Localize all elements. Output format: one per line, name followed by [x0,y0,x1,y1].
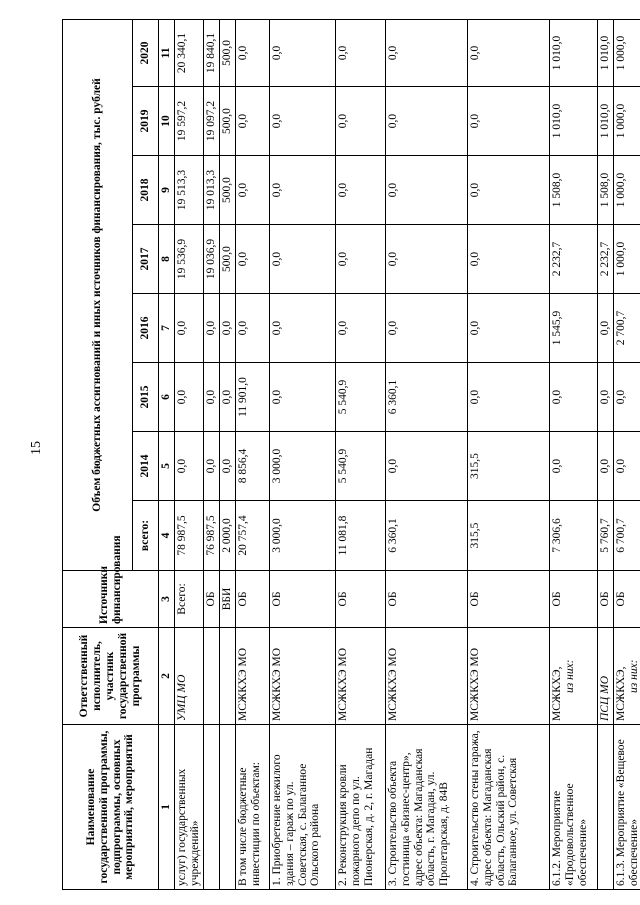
row-value: 0,0 [269,294,335,363]
header-year: 2014 [133,432,159,501]
row-value: 0,0 [597,432,613,501]
row-value: 0,0 [335,294,385,363]
row-name: 1. Приобретение нежилого здания – гараж по ул. Советская, с. Балаганное Ольского района [269,725,335,890]
row-source: ОБ [335,571,385,628]
column-index: 10 [159,87,175,156]
executor-label: МСЖКХЭ, [550,666,563,721]
row-executor [613,628,640,725]
row-value: 2 000,0 [219,501,235,571]
column-index: 2 [159,628,175,725]
row-value: 1 508,0 [549,156,597,225]
row-source: ОБ [467,571,549,628]
row-value: 19 097,2 [203,87,219,156]
header-year: всего: [133,501,159,571]
row-value: 0,0 [385,225,467,294]
row-value: 315,5 [467,501,549,571]
row-value: 20 340,1 [175,19,204,86]
header-funding: Объем бюджетных ассигнований и иных источников финансирования, тыс. рублей [63,19,133,570]
row-value: 0,0 [219,363,235,432]
row-source: ОБ [549,571,597,628]
row-value: 1 010,0 [597,87,613,156]
row-value: 6 700,7 [613,501,640,571]
row-source: ОБ [597,571,613,628]
executor-note: из них: [563,659,576,693]
row-value: 0,0 [549,432,597,501]
row-value: 1 000,0 [613,87,640,156]
header-year: 2020 [133,19,159,86]
table-row [613,19,640,889]
row-value: 0,0 [335,87,385,156]
row-executor [549,628,597,725]
row-name [597,725,613,890]
row-value: 0,0 [235,156,269,225]
row-value: 0,0 [549,363,597,432]
row-value: 0,0 [467,363,549,432]
header-year: 2017 [133,225,159,294]
table-row [175,19,204,889]
column-index: 9 [159,156,175,225]
executor-label: МСЖКХЭ МО [468,647,481,721]
executor-label: МСЖКХЭ, [614,666,627,721]
header-executor: Ответственный исполнитель, участник государственной программы [63,628,159,725]
row-value: 19 840,1 [203,19,219,86]
row-value: 0,0 [467,19,549,86]
row-value: 19 536,9 [175,225,204,294]
row-executor [385,628,467,725]
header-source: Источники финансирования [63,571,159,628]
row-value: 0,0 [235,19,269,86]
executor-note: из них: [627,659,640,693]
column-index: 1 [159,725,175,890]
row-value: 0,0 [385,432,467,501]
row-value: 6 360,1 [385,501,467,571]
table-row [549,19,597,889]
row-executor [235,628,269,725]
row-value: 315,5 [467,432,549,501]
row-name: 6.1.3. Мероприятие «Вещевое обеспечение» [613,725,640,890]
row-value: 6 360,1 [385,363,467,432]
row-value: 5 540,9 [335,363,385,432]
row-value: 0,0 [613,363,640,432]
row-name: 3. Строительство объекта гостиница «Бизнес-центр», адрес объекта: Магаданская область, г. Магадан, ул. Пролетарская, д. 84В [385,725,467,890]
row-value: 78 987,5 [175,501,204,571]
page-number: 15 [29,441,44,455]
row-value: 0,0 [385,87,467,156]
row-value: 0,0 [385,294,467,363]
row-value: 0,0 [203,432,219,501]
row-value: 500,0 [219,156,235,225]
table-body [175,19,640,889]
row-value: 0,0 [269,19,335,86]
budget-table-container [62,20,640,890]
executor-label: МСЖКХЭ МО [270,647,283,721]
row-value: 19 036,9 [203,225,219,294]
row-value: 1 010,0 [549,87,597,156]
column-index: 7 [159,294,175,363]
row-value: 0,0 [335,225,385,294]
row-executor [335,628,385,725]
row-value: 2 232,7 [549,225,597,294]
row-value: 76 987,5 [203,501,219,571]
row-executor [269,628,335,725]
row-value: 0,0 [597,294,613,363]
row-value: 0,0 [203,294,219,363]
row-value: 0,0 [269,225,335,294]
header-name: Наименование государственной программы, подпрограммы, основных мероприятий, мероприятий [63,725,159,890]
column-index: 6 [159,363,175,432]
column-index: 5 [159,432,175,501]
row-value: 500,0 [219,225,235,294]
row-value: 0,0 [613,432,640,501]
column-index: 4 [159,501,175,571]
row-value: 0,0 [219,432,235,501]
row-value: 1 010,0 [549,19,597,86]
row-source: ОБ [613,571,640,628]
row-value: 0,0 [235,87,269,156]
row-value: 7 306,6 [549,501,597,571]
row-name: В том числе бюджетные инвестиции по объектам: [235,725,269,890]
row-value: 0,0 [467,294,549,363]
row-executor [219,628,235,725]
row-value: 0,0 [235,225,269,294]
row-value: 0,0 [175,363,204,432]
table-row [219,19,235,889]
row-value: 1 000,0 [613,19,640,86]
row-value: 3 000,0 [269,432,335,501]
column-index: 8 [159,225,175,294]
row-value: 19 513,3 [175,156,204,225]
row-name: услуг) государственных учреждений» [175,725,204,890]
executor-label: УМЦ МО [176,674,188,721]
row-value: 1 508,0 [597,156,613,225]
row-executor [175,628,204,725]
row-executor [467,628,549,725]
table-row [335,19,385,889]
row-value: 500,0 [219,87,235,156]
row-value: 5 540,9 [335,432,385,501]
row-name: 4. Строительство стены гаража, адрес объекта: Магаданская область, Ольский район, с. Балаганное, ул. Советская [467,725,549,890]
row-value: 0,0 [269,156,335,225]
row-value: 0,0 [335,19,385,86]
row-value: 0,0 [385,19,467,86]
table-row [385,19,467,889]
row-value: 0,0 [235,294,269,363]
row-value: 1 545,9 [549,294,597,363]
row-value: 19 597,2 [175,87,204,156]
row-value: 0,0 [335,156,385,225]
table-row [235,19,269,889]
table-row [269,19,335,889]
row-value: 1 000,0 [613,156,640,225]
row-value: 2 700,7 [613,294,640,363]
row-source: ОБ [203,571,219,628]
row-executor [597,628,613,725]
row-value: 0,0 [269,363,335,432]
row-value: 0,0 [175,294,204,363]
row-executor [203,628,219,725]
row-value: 0,0 [203,363,219,432]
executor-label: МСЖКХЭ МО [236,647,249,721]
row-value: 19 013,3 [203,156,219,225]
column-index: 11 [159,19,175,86]
row-value: 0,0 [219,294,235,363]
row-name [203,725,219,890]
row-source: ВБИ [219,571,235,628]
row-value: 0,0 [467,225,549,294]
row-source: Всего: [175,571,204,628]
row-value: 8 856,4 [235,432,269,501]
executor-label: ПСЦ МО [598,675,611,721]
header-year: 2016 [133,294,159,363]
row-value: 20 757,4 [235,501,269,571]
row-value: 500,0 [219,19,235,86]
row-source: ОБ [235,571,269,628]
row-value: 0,0 [385,156,467,225]
row-value: 0,0 [467,156,549,225]
row-value: 2 232,7 [597,225,613,294]
table-row [597,19,613,889]
executor-label: МСЖКХЭ МО [386,647,399,721]
row-value: 11 901,0 [235,363,269,432]
executor-label: МСЖКХЭ МО [336,647,349,721]
row-name [219,725,235,890]
row-source: ОБ [269,571,335,628]
row-value: 5 760,7 [597,501,613,571]
row-value: 0,0 [269,87,335,156]
row-name: 2. Реконструкция кровли пожарного депо по ул. Пионерская, д. 2, г. Магадан [335,725,385,890]
table-row [203,19,219,889]
row-value: 1 010,0 [597,19,613,86]
row-value: 0,0 [175,432,204,501]
column-index: 3 [159,571,175,628]
header-year: 2015 [133,363,159,432]
row-source: ОБ [385,571,467,628]
budget-table [62,19,640,890]
row-name: 6.1.2. Мероприятие «Продовольственное обеспечение» [549,725,597,890]
header-year: 2018 [133,156,159,225]
row-value: 11 081,8 [335,501,385,571]
table-row [467,19,549,889]
row-value: 1 000,0 [613,225,640,294]
row-value: 0,0 [597,363,613,432]
header-year: 2019 [133,87,159,156]
row-value: 0,0 [467,87,549,156]
row-value: 3 000,0 [269,501,335,571]
